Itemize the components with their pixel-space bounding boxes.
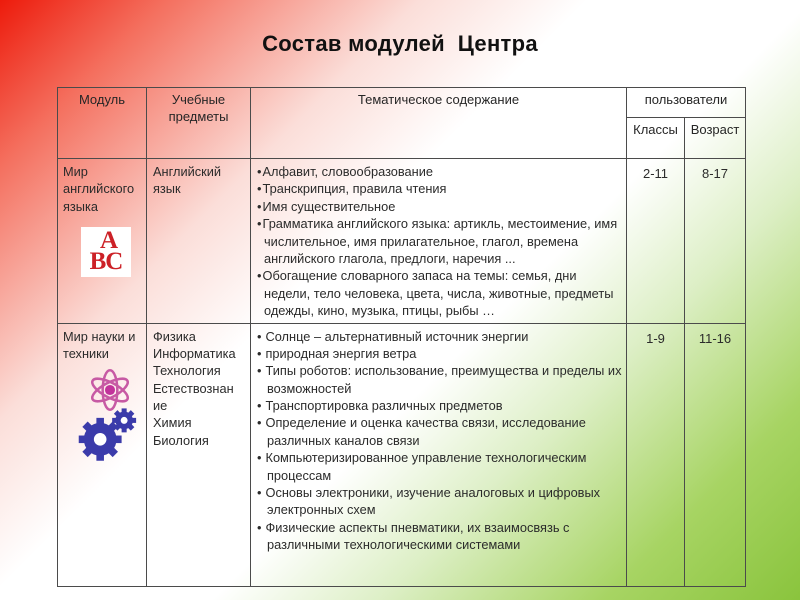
content-list-science xyxy=(255,328,622,554)
table-row-english-module xyxy=(58,159,746,324)
module-cell-science xyxy=(58,323,147,586)
classes-value-english: 2-11 xyxy=(627,159,685,324)
content-item: • Грамматика английского языка: артикль, местоимение, имя числительное, имя прилагательное, глагол, времена английского глагола, предлоги, наречия ... xyxy=(257,215,622,267)
content-item: • Типы роботов: использование, преимущества и пределы их возможностей xyxy=(257,362,622,397)
content-item: • Солнце – альтернативный источник энергии xyxy=(257,328,622,345)
col-header-subjects: Учебные предметы xyxy=(147,88,251,159)
col-header-classes: Классы xyxy=(627,118,685,159)
col-header-module: Модуль xyxy=(58,88,147,159)
content-item: • Обогащение словарного запаса на темы: семья, дни недели, тело человека, цвета, числа, животные, предметы одежды, кино, музыка, птицы, рыбы … xyxy=(257,267,622,319)
subjects-cell-science xyxy=(147,323,251,586)
age-value-english: 8-17 xyxy=(685,159,746,324)
content-item: • Имя существительное xyxy=(257,198,622,215)
content-item: • Транскрипция, правила чтения xyxy=(257,180,622,197)
content-item: • Компьютеризированное управление технологическим процессам xyxy=(257,449,622,484)
abc-icon-letters-bc: BC xyxy=(89,247,123,275)
subject-item: Информатика xyxy=(153,345,236,361)
content-item: • природная энергия ветра xyxy=(257,345,622,362)
module-cell-english xyxy=(58,159,147,324)
abc-blocks-icon xyxy=(81,227,131,277)
header-row-main xyxy=(58,88,746,118)
modules-table xyxy=(57,87,746,587)
content-item: • Транспортировка различных предметов xyxy=(257,397,622,414)
content-cell-english xyxy=(251,159,627,324)
col-header-users: пользователи xyxy=(627,88,746,118)
content-list-english xyxy=(255,163,622,320)
content-item: • Основы электроники, изучение аналоговых и цифровых электронных схем xyxy=(257,484,622,519)
subject-item: Химия xyxy=(153,415,192,431)
subjects-cell-english xyxy=(147,159,251,324)
subject-item: Физика xyxy=(153,328,196,344)
content-item: • Определение и оценка качества связи, исследование различных каналов связи xyxy=(257,414,622,449)
module-name: Мир науки и техники xyxy=(63,328,136,361)
abc-icon-letter-a: A xyxy=(99,227,119,255)
content-item: • Физические аспекты пневматики, их взаимосвязь с различными технологическими системами xyxy=(257,519,622,554)
content-cell-science xyxy=(251,323,627,586)
content-item: • Алфавит, словообразование xyxy=(257,163,622,180)
subject-item: Английский язык xyxy=(153,164,222,197)
module-name: Мир английского языка xyxy=(63,164,135,214)
col-header-age: Возраст xyxy=(685,118,746,159)
age-value-science: 11-16 xyxy=(685,323,746,586)
gears-icon xyxy=(77,404,143,462)
slide-title: Состав модулей Центра xyxy=(262,31,538,56)
subject-item: Технология xyxy=(153,363,221,379)
subject-item: Естествознание xyxy=(153,380,234,414)
col-header-content: Тематическое содержание xyxy=(251,88,627,159)
table-row-science-module xyxy=(58,323,746,586)
classes-value-science: 1-9 xyxy=(627,323,685,586)
subject-item: Биология xyxy=(153,432,209,448)
